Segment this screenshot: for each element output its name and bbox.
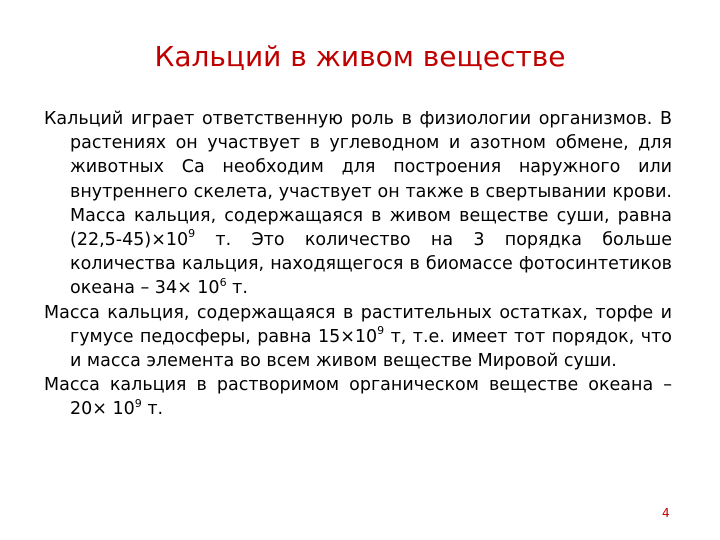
paragraph-text: т, т.е. имеет тот порядок, что и масса элемента во всем живом веществе Мировой суши.	[70, 326, 672, 372]
paragraph-text: т.	[226, 278, 248, 299]
paragraph-text: т. Это количество на 3 порядка больше количества кальция, находящегося в биомассе фотосинтетиков океана – 34× 10	[70, 230, 672, 299]
exponent: 9	[188, 227, 196, 241]
exponent: 6	[219, 275, 227, 289]
paragraph-text: т.	[141, 399, 164, 420]
exponent: 9	[134, 396, 142, 410]
exponent: 9	[377, 324, 385, 337]
paragraph-ocean-organic	[44, 373, 672, 421]
paragraph-text: Масса кальция в растворимом органическом веществе океана – 20× 10	[44, 375, 672, 420]
paragraph-text: Кальций играет ответственную роль в физиологии организмов. В растениях он участвует в углеводном и азотном обмене, для животных Са необходим для построения наружного или внутреннего скелета, участвует он также в свертывании крови. Масса кальция, содержащаяся в живом веществе суши, равна (22,5-45)×10	[44, 109, 672, 251]
paragraph-text: Масса кальция, содержащаяся в растительных остатках, торфе и гумусе педосферы, равна 15×10	[44, 302, 672, 347]
slide-body	[44, 107, 672, 422]
paragraph-plant-residues	[44, 301, 672, 374]
paragraph-calcium-role	[44, 107, 672, 301]
page-number: 4	[662, 506, 670, 520]
slide-title: Кальций в живом веществе	[154, 40, 566, 73]
